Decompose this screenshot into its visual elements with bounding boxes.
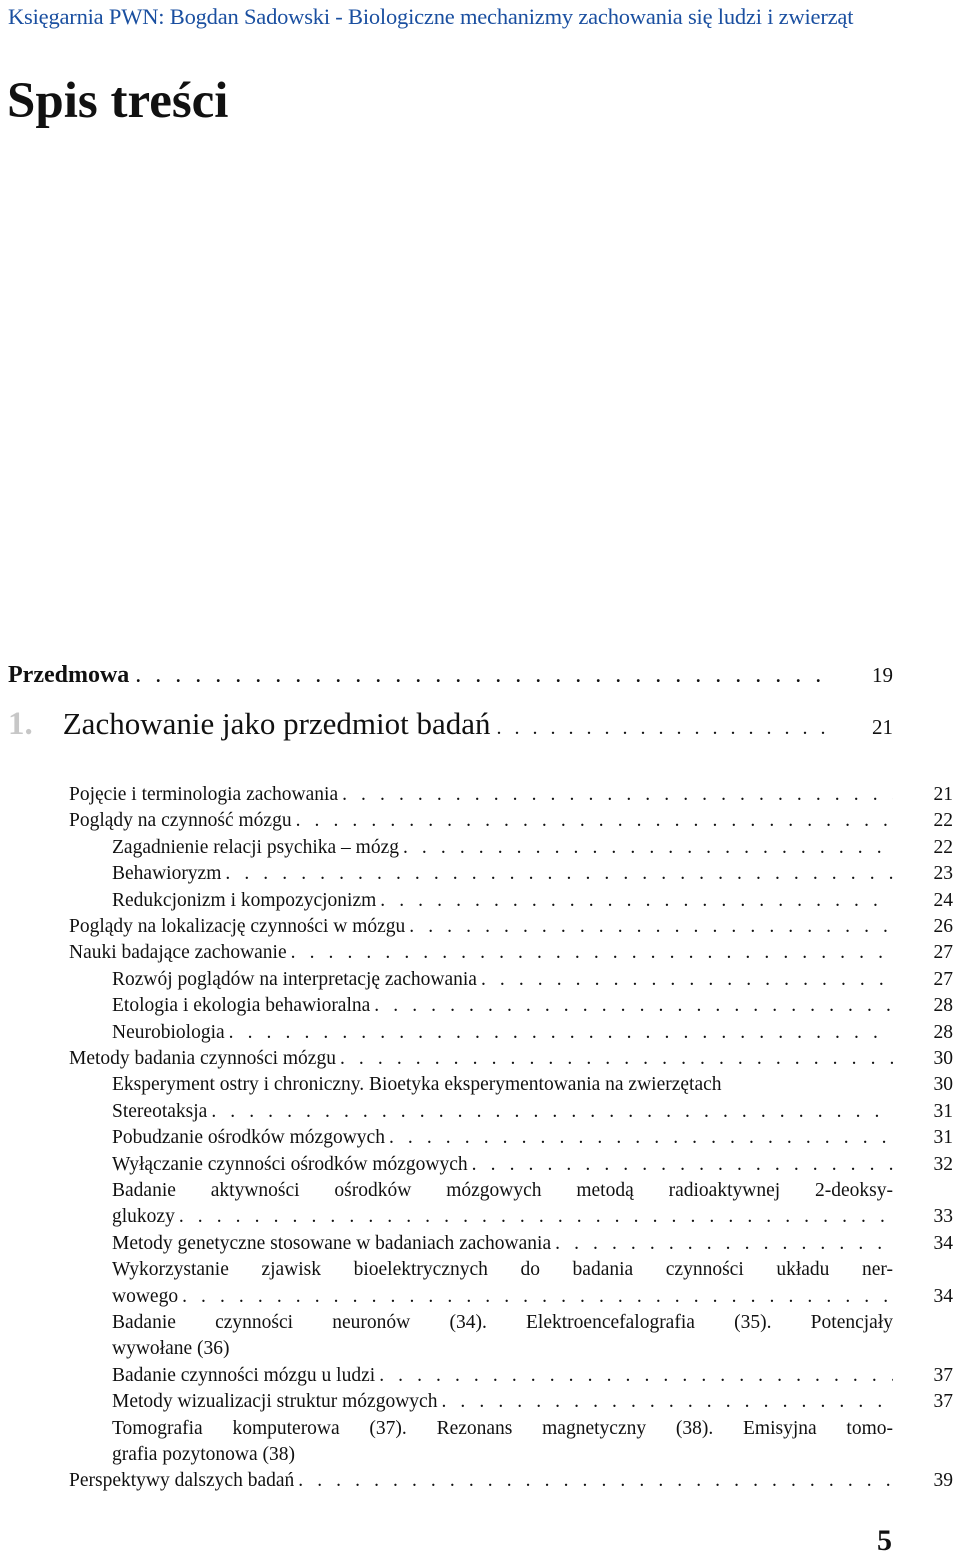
leader-dots bbox=[551, 1231, 893, 1257]
toc-entry-page: 22 bbox=[933, 836, 953, 858]
toc-entry bbox=[69, 1468, 953, 1494]
toc-entry bbox=[112, 1231, 953, 1257]
toc-entry bbox=[112, 967, 953, 993]
toc-entry-text: Pojęcie i terminologia zachowania bbox=[69, 784, 339, 805]
toc-entry bbox=[112, 1363, 953, 1389]
toc-entry-page: 21 bbox=[933, 784, 953, 805]
toc-entry-page: 39 bbox=[933, 1470, 953, 1492]
toc-entry-page: 28 bbox=[933, 995, 953, 1017]
toc-entry-text: Perspektywy dalszych badań bbox=[69, 1470, 295, 1492]
leader-dots bbox=[178, 1284, 893, 1310]
toc-entry-text: wywołane (36) bbox=[112, 1338, 230, 1360]
header-link[interactable]: Księgarnia PWN: Bogdan Sadowski - Biologiczne mechanizmy zachowania się ludzi i zwierząt bbox=[8, 4, 854, 29]
toc-entry-page: 26 bbox=[933, 916, 953, 937]
toc-entry-text: Rozwój poglądów na interpretację zachowania bbox=[112, 968, 477, 990]
leader-dots bbox=[437, 1389, 893, 1415]
toc-entry-text: Badanie czynności neuronów (34). Elektroencefalografia (35). Potencjały bbox=[112, 1312, 893, 1333]
toc-entry-text: Wyłączanie czynności ośrodków mózgowych bbox=[112, 1153, 468, 1175]
leader-dots bbox=[385, 1125, 893, 1151]
toc-entry-page: 37 bbox=[933, 1391, 953, 1413]
leader-dots bbox=[221, 861, 893, 887]
toc-entry-page: 31 bbox=[933, 1100, 953, 1122]
leader-dots bbox=[491, 717, 835, 740]
toc-entry bbox=[112, 1389, 953, 1415]
toc-entry-page: 30 bbox=[933, 1048, 953, 1069]
chapter-number: 1. bbox=[8, 706, 33, 742]
toc-entry-page: 31 bbox=[933, 1127, 953, 1149]
toc-entry-text: Zagadnienie relacji psychika – mózg bbox=[112, 836, 399, 858]
toc-entry-text: Poglądy na lokalizację czynności w mózgu bbox=[69, 916, 406, 937]
page-title: Spis treści bbox=[7, 73, 229, 129]
leader-dots bbox=[405, 914, 893, 940]
page-number: 5 bbox=[877, 1524, 892, 1557]
toc-entry-text: glukozy bbox=[112, 1206, 175, 1228]
toc-entry-text: Metody wizualizacji struktur mózgowych bbox=[112, 1391, 438, 1413]
toc-entry-text: Redukcjonizm i kompozycjonizm bbox=[112, 889, 377, 911]
leader-dots bbox=[336, 1046, 893, 1072]
toc-entry-page: 30 bbox=[933, 1074, 953, 1096]
toc-entry bbox=[112, 888, 953, 914]
toc-entry-text: Poglądy na czynność mózgu bbox=[69, 810, 292, 832]
chapter-page: 21 bbox=[872, 715, 893, 739]
toc-entry-page: 33 bbox=[933, 1206, 953, 1228]
toc-entry bbox=[112, 1152, 953, 1178]
toc-entry-page: 23 bbox=[933, 863, 953, 885]
toc-entry-text: Badanie aktywności ośrodków mózgowych metodą radioaktywnej 2-deoksy- bbox=[112, 1180, 893, 1201]
toc-entry bbox=[112, 1099, 953, 1125]
toc-entry bbox=[112, 835, 953, 861]
toc-entry-page: 24 bbox=[933, 889, 953, 911]
leader-dots bbox=[175, 1204, 893, 1230]
toc-entry bbox=[112, 1125, 953, 1151]
toc-chapter bbox=[8, 706, 893, 743]
leader-dots bbox=[129, 662, 835, 689]
leader-dots bbox=[294, 1468, 893, 1494]
chapter-title: Zachowanie jako przedmiot badań bbox=[62, 706, 491, 741]
leader-dots bbox=[477, 967, 893, 993]
toc-entry-text: Metody badania czynności mózgu bbox=[69, 1048, 336, 1069]
toc-preface bbox=[8, 662, 893, 689]
toc-entry bbox=[112, 1257, 953, 1310]
leader-dots bbox=[207, 1099, 893, 1125]
toc-entry-text: Etologia i ekologia behawioralna bbox=[112, 995, 371, 1017]
toc-entry-text: Stereotaksja bbox=[112, 1100, 208, 1122]
leader-dots bbox=[287, 940, 893, 966]
toc-entry-page: 37 bbox=[933, 1364, 953, 1386]
toc-entry bbox=[112, 1310, 893, 1363]
toc-entry-text: Neurobiologia bbox=[112, 1021, 225, 1043]
toc-entry-text: Wykorzystanie zjawisk bioelektrycznych do badania czynności układu ner- bbox=[112, 1259, 893, 1281]
toc-entry-text: wowego bbox=[112, 1285, 179, 1307]
toc-entry bbox=[69, 914, 953, 940]
toc-entry-page: 34 bbox=[933, 1285, 953, 1307]
toc-entry-text: Tomografia komputerowa (37). Rezonans magnetyczny (38). Emisyjna tomo- bbox=[112, 1417, 893, 1439]
leader-dots bbox=[468, 1152, 893, 1178]
toc-entry-page: 34 bbox=[933, 1232, 953, 1254]
toc-entry-page: 27 bbox=[933, 942, 953, 964]
toc-entry bbox=[112, 1416, 893, 1469]
toc-entry bbox=[112, 1072, 953, 1098]
toc-entry-text: Behawioryzm bbox=[112, 863, 222, 885]
toc-entry bbox=[69, 940, 953, 966]
leader-dots bbox=[292, 808, 893, 834]
leader-dots bbox=[399, 835, 893, 861]
leader-dots bbox=[225, 1020, 893, 1046]
toc-entry-text: Nauki badające zachowanie bbox=[69, 942, 287, 964]
leader-dots bbox=[370, 993, 893, 1019]
toc-entry bbox=[69, 808, 953, 834]
toc-entry-page: 22 bbox=[933, 810, 953, 832]
leader-dots bbox=[338, 782, 893, 808]
toc-preface-label: Przedmowa bbox=[8, 662, 130, 688]
toc-entry bbox=[69, 782, 953, 808]
toc-entry-text: Metody genetyczne stosowane w badaniach zachowania bbox=[112, 1232, 552, 1254]
toc-entry-text: Eksperyment ostry i chroniczny. Bioetyka eksperymentowania na zwierzętach bbox=[112, 1074, 722, 1096]
toc-entry bbox=[112, 861, 953, 887]
toc-entry-page: 27 bbox=[933, 968, 953, 990]
toc-entry bbox=[112, 993, 953, 1019]
toc-preface-page: 19 bbox=[872, 663, 893, 687]
toc-entry-page: 32 bbox=[933, 1153, 953, 1175]
toc-entry bbox=[112, 1020, 953, 1046]
toc-entry-page: 28 bbox=[933, 1021, 953, 1043]
toc-entry-text: Badanie czynności mózgu u ludzi bbox=[112, 1364, 376, 1386]
toc-entry bbox=[112, 1178, 953, 1231]
toc-entry-text: Pobudzanie ośrodków mózgowych bbox=[112, 1127, 385, 1149]
leader-dots bbox=[376, 888, 893, 914]
toc-entry-text: grafia pozytonowa (38) bbox=[112, 1444, 296, 1465]
toc-entry bbox=[69, 1046, 953, 1072]
leader-dots bbox=[375, 1363, 893, 1389]
